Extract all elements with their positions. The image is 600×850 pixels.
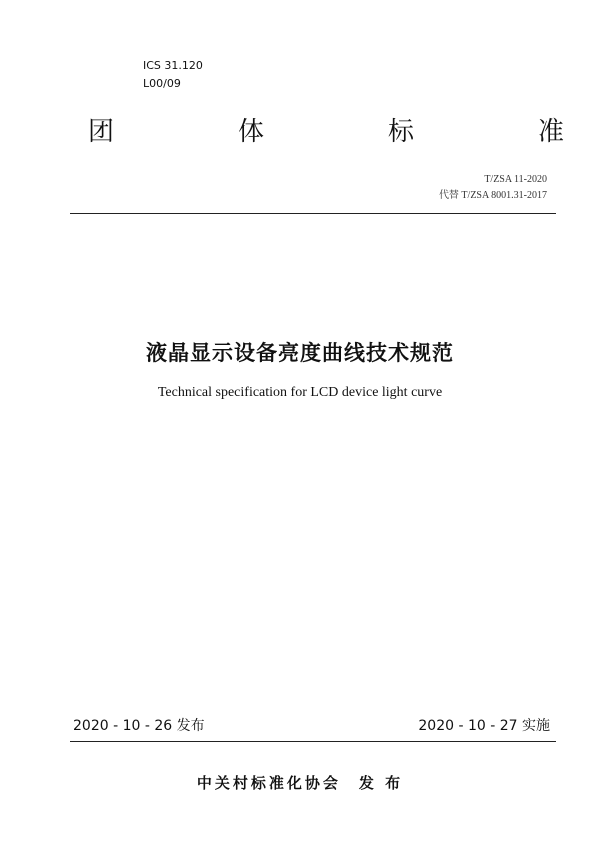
ics-code: ICS 31.120 <box>143 59 203 72</box>
ccs-code: L00/09 <box>143 77 181 90</box>
publisher-action: 发 布 <box>358 774 404 792</box>
heading-char-1: 团 <box>88 117 115 146</box>
top-divider <box>70 213 556 214</box>
standard-codes <box>439 172 547 204</box>
english-title: Technical specification for LCD device light curve <box>157 385 443 400</box>
replaces-standard: 代替 T/ZSA 8001.31-2017 <box>438 190 547 201</box>
standard-type-heading <box>88 114 564 150</box>
publisher-line <box>0 772 600 794</box>
heading-char-3: 标 <box>387 117 414 146</box>
publisher-name: 中关村标准化协会 <box>196 774 341 792</box>
issue-date: 2020 - 10 - 26 发布 <box>73 718 205 734</box>
implementation-date: 2020 - 10 - 27 实施 <box>418 718 550 734</box>
bottom-divider <box>70 741 556 742</box>
classification-block <box>143 57 203 93</box>
chinese-title: 液晶显示设备亮度曲线技术规范 <box>146 341 454 365</box>
heading-char-4: 准 <box>537 117 564 146</box>
heading-char-2: 体 <box>237 117 264 146</box>
standard-number: T/ZSA 11-2020 <box>484 174 547 185</box>
